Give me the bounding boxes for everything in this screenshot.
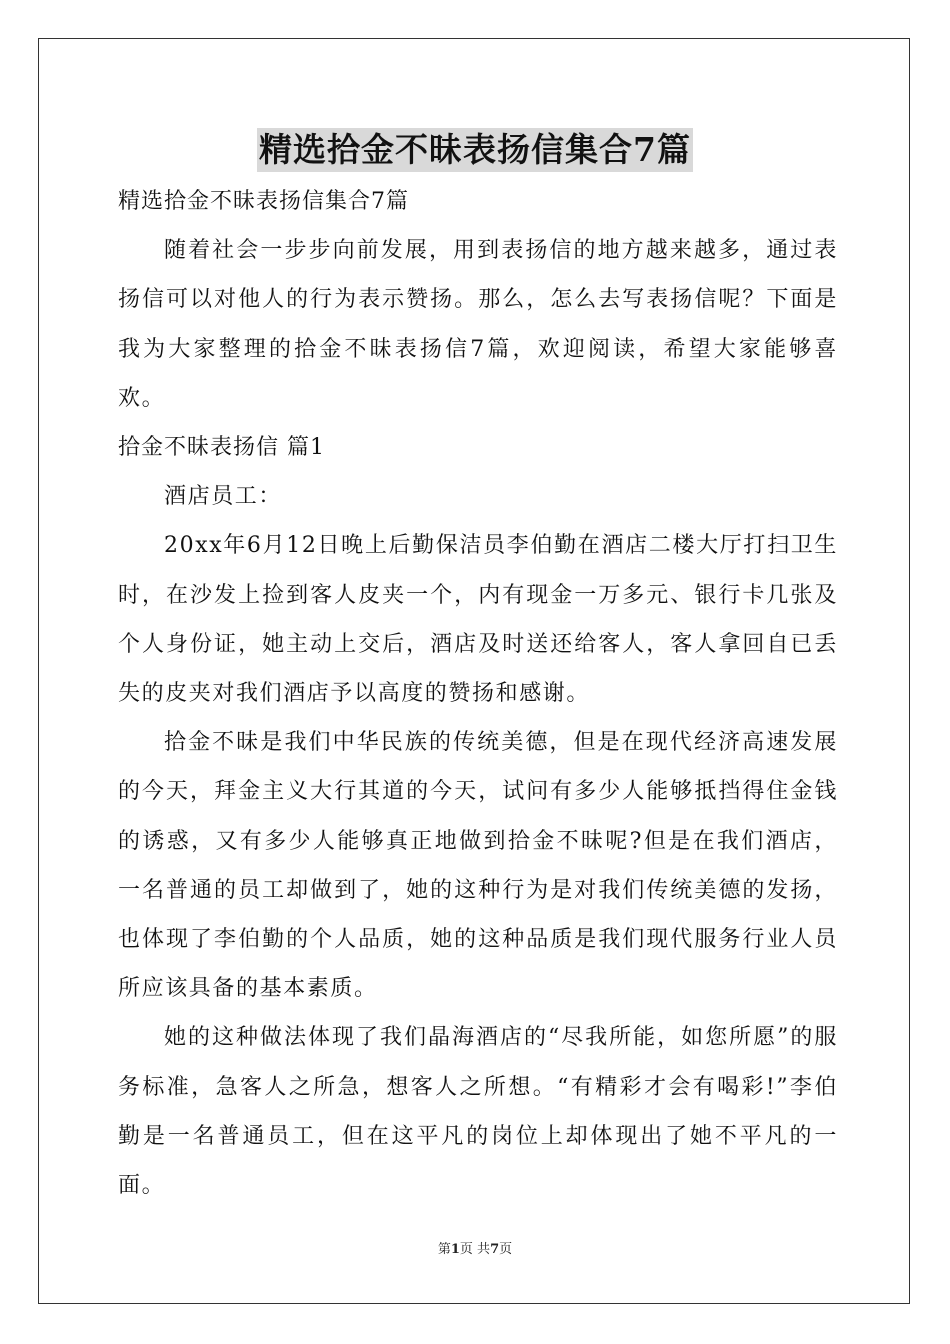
body-paragraph: 拾金不昧是我们中华民族的传统美德，但是在现代经济高速发展的今天，拜金主义大行其道的今天，试问有多少人能够抵挡得住金钱的诱惑，又有多少人能够真正地做到拾金不昧呢?但是在我们酒店，一名普通的员工却做到了，她的这种行为是对我们传统美德的发扬，也体现了李伯勤的个人品质，她的这种品质是我们现代服务行业人员所应该具备的基本素质。 [118,730,838,1002]
page-label-mid: 页 共 [459,1242,491,1257]
document-body [118,177,838,1210]
page-footer [0,1240,950,1260]
section-heading: 拾金不昧表扬信 篇1 [118,435,325,461]
page-label-prefix: 第 [437,1242,451,1257]
salutation: 酒店员工： [164,484,283,510]
page-label-suffix: 页 [499,1242,513,1257]
document-title: 精选拾金不昧表扬信集合7篇 [257,128,693,172]
body-paragraph: 她的这种做法体现了我们晶海酒店的“尽我所能，如您所愿”的服务标准，急客人之所急，想客人之所想。“有精彩才会有喝彩!”李伯勤是一名普通员工，但在这平凡的岗位上却体现出了她不平凡的一面。 [118,1025,838,1199]
body-paragraph: 20xx年6月12日晚上后勤保洁员李伯勤在酒店二楼大厅打扫卫生时，在沙发上捡到客人皮夹一个，内有现金一万多元、银行卡几张及个人身份证，她主动上交后，酒店及时送还给客人，客人拿回自已丢失的皮夹对我们酒店予以高度的赞扬和感谢。 [118,533,838,707]
title-container [0,128,950,172]
intro-paragraph: 随着社会一步步向前发展，用到表扬信的地方越来越多，通过表扬信可以对他人的行为表示赞扬。那么，怎么去写表扬信呢？下面是我为大家整理的拾金不昧表扬信7篇，欢迎阅读，希望大家能够喜欢。 [118,238,838,411]
total-pages-number: 7 [490,1242,500,1257]
current-page-number: 1 [450,1242,460,1257]
document-subtitle: 精选拾金不昧表扬信集合7篇 [118,189,409,214]
